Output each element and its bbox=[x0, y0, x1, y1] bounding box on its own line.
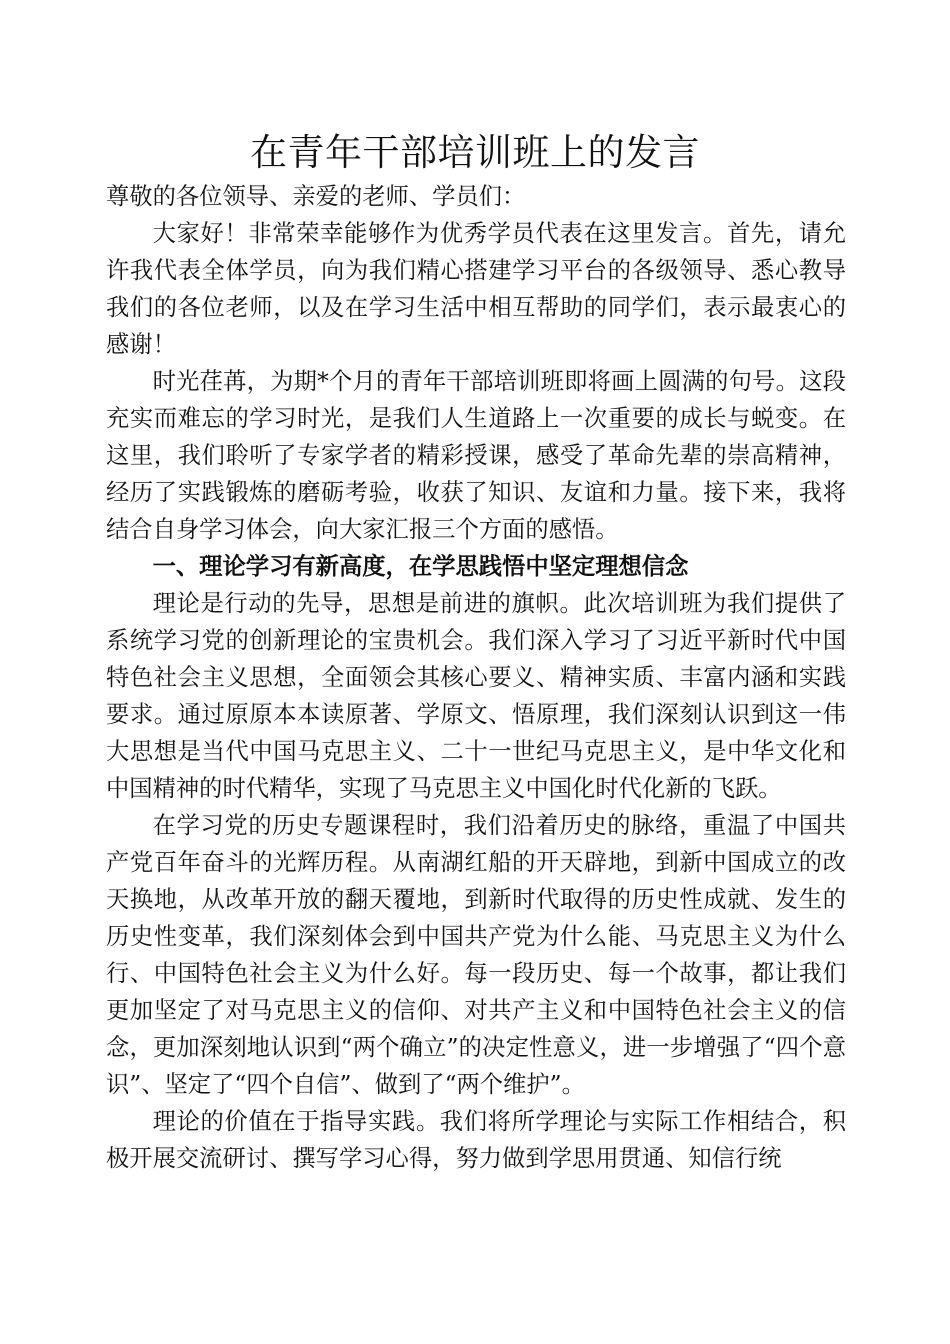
paragraph-history: 在学习党的历史专题课程时，我们沿着历史的脉络，重温了中国共产党百年奋斗的光辉历程。从南湖红船的开天辟地，到新中国成立的改天换地，从改革开放的翻天覆地，到新时代取得的历史性成就、发生的历史性变革，我们深刻体会到中国共产党为什么能、马克思主义为什么行、中国特色社会主义为什么好。每一段历史、每一个故事，都让我们更加坚定了对马克思主义的信仰、对共产主义和中国特色社会主义的信念，更加深刻地认识到“两个确立”的决定性意义，进一步增强了“四个意识”、坚定了“四个自信”、做到了“两个维护”。 bbox=[106, 812, 846, 1098]
paragraph-practice: 理论的价值在于指导实践。我们将所学理论与实际工作相结合，积极开展交流研讨、撰写学习心得，努力做到学思用贯通、知信行统 bbox=[106, 1108, 846, 1172]
document-body bbox=[106, 178, 846, 1177]
paragraph-theory: 理论是行动的先导，思想是前进的旗帜。此次培训班为我们提供了系统学习党的创新理论的宝贵机会。我们深入学习了习近平新时代中国特色社会主义思想，全面领会其核心要义、精神实质、丰富内涵和实践要求。通过原原本本读原著、学原文、悟原理，我们深刻认识到这一伟大思想是当代中国马克思主义、二十一世纪马克思主义，是中华文化和中国精神的时代精华，实现了马克思主义中国化时代化新的飞跃。 bbox=[106, 590, 846, 802]
document-title: 在青年干部培训班上的发言 bbox=[250, 131, 700, 174]
salutation: 尊敬的各位领导、亲爱的老师、学员们： bbox=[106, 183, 526, 210]
section-heading-1: 一、理论学习有新高度，在学思践悟中坚定理想信念 bbox=[152, 553, 689, 580]
paragraph-introduction: 时光荏苒，为期*个月的青年干部培训班即将画上圆满的句号。这段充实而难忘的学习时光，是我们人生道路上一次重要的成长与蜕变。在这里，我们聆听了专家学者的精彩授课，感受了革命先辈的崇高精神，经历了实践锻炼的磨砺考验，收获了知识、友谊和力量。接下来，我将结合自身学习体会，向大家汇报三个方面的感悟。 bbox=[106, 368, 846, 543]
paragraph-greeting: 大家好！非常荣幸能够作为优秀学员代表在这里发言。首先，请允许我代表全体学员，向为我们精心搭建学习平台的各级领导、悉心教导我们的各位老师，以及在学习生活中相互帮助的同学们，表示最衷心的感谢！ bbox=[106, 220, 846, 358]
